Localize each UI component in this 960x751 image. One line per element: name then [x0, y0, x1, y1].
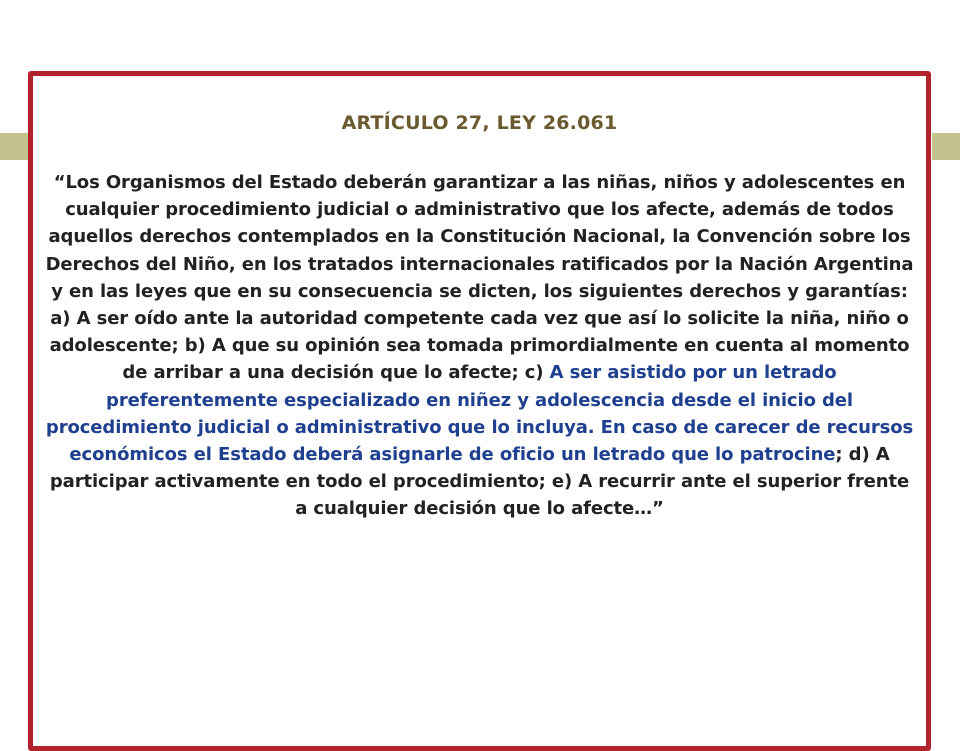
left-accent-bar — [0, 133, 28, 160]
article-quote — [43, 169, 916, 523]
right-accent-bar — [932, 133, 960, 160]
closing-quote-mark: ” — [652, 498, 664, 520]
opening-quote-mark: “ — [53, 172, 66, 193]
quote-text-highlight: A ser asistido por un letrado preferentemente especializado en niñez y adolescencia desde el inicio del procedimiento judicial o administrativo que lo incluya. En caso de carecer de recursos económicos el Estado deberá asignarle de oficio un letrado que lo patrocine — [45, 362, 914, 466]
article-title: ARTÍCULO 27, LEY 26.061 — [341, 112, 618, 134]
slide-content-frame — [28, 71, 931, 751]
quote-text-part1: Los Organismos del Estado deberán garantizar a las niñas, niños y adolescentes en cualquier procedimiento judicial o administrativo que los afecte, además de todos aquellos derechos contemplados en la Constitución Nacional, la Convención sobre los Derechos del Niño, en los tratados internacionales ratificados por la Nación Argentina y en las leyes que en su consecuencia se dicten, los siguientes derechos y garantías: a) A ser oído ante la autoridad competente cada vez que así lo solicite la niña, niño o adolescente; b) A que su opinión sea tomada primordialmente en cuenta al momento de arribar a una decisión que lo afecte; c) — [45, 172, 914, 384]
quote-text-part2: ; d) A participar activamente en todo el procedimiento; e) A recurrir ante el superior frente a cualquier decisión que lo afecte… — [49, 444, 910, 520]
